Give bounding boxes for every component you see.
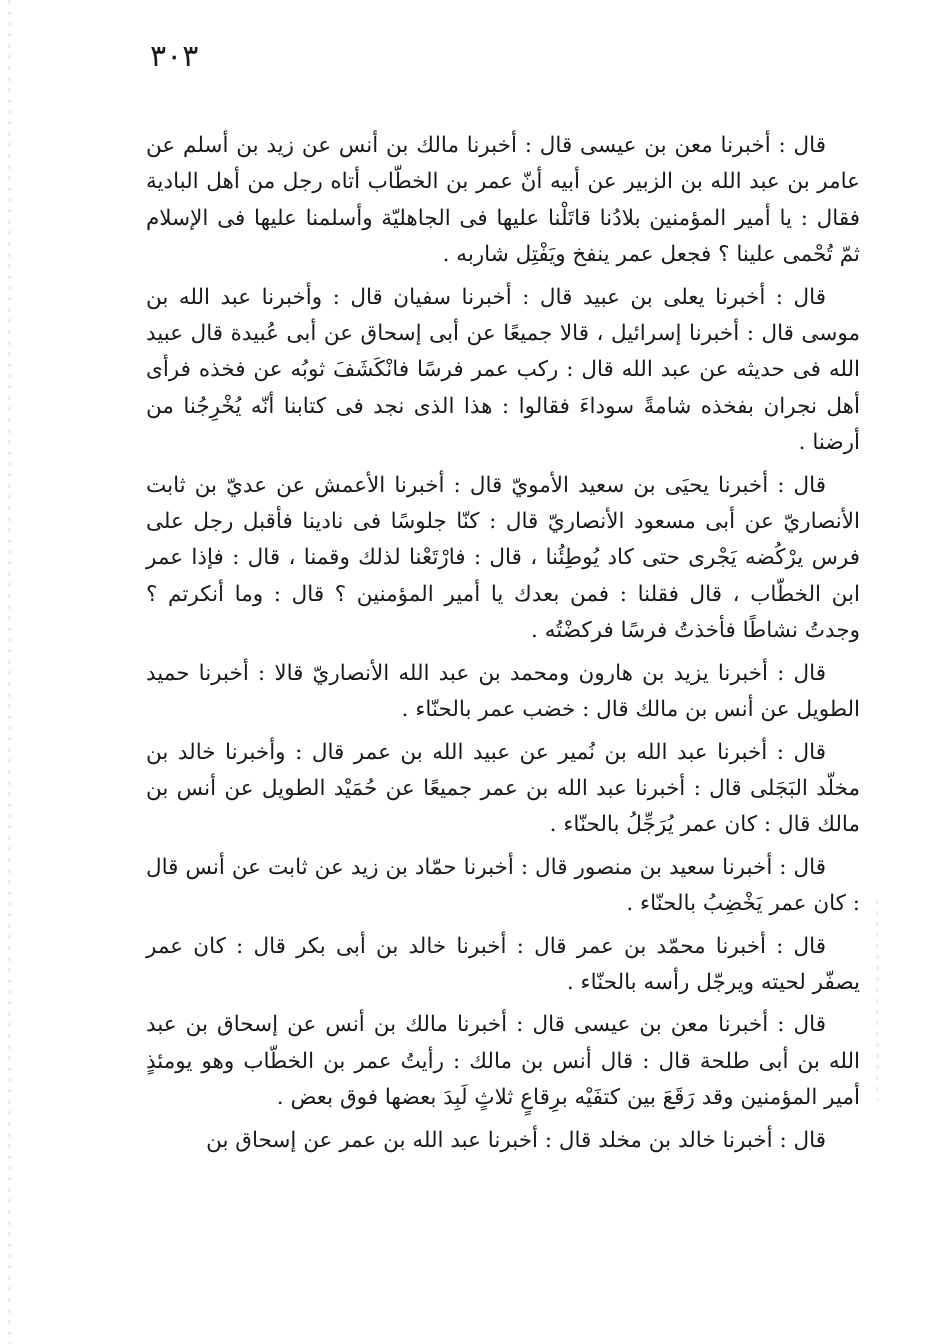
paragraph-7: قال : أخبرنا محمّد بن عمر قال : أخبرنا خالد بن أبى بكر قال : كان عمر يصفّر لحيته ويرجّل رأسه بالحنّاء . [146, 933, 860, 995]
paragraph-2: قال : أخبرنا يعلى بن عبيد قال : أخبرنا سفيان قال : وأخبرنا عبد الله بن موسى قال : أخبرنا إسرائيل ، قالا جميعًا عن أبى إسحاق عن أبى عُبيدة قال عبيد الله فى حديثه عن عبد الله قال : ركب عمر فرسًا فانْكَشَفَ ثوبُه عن فخذه فرأى أهل نجران بفخذه شامةً سوداءَ فقالوا : هذا الذى نجد فى كتابنا أنّه يُخْرِجُنا من أرضنا . [146, 284, 860, 456]
paragraph-5: قال : أخبرنا عبد الله بن نُمير عن عبيد الله بن عمر قال : وأخبرنا خالد بن مخلّد البَجَلى قال : أخبرنا عبد الله بن عمر جميعًا عن حُمَيْد الطويل عن أنس بن مالك قال : كان عمر يُرَجِّلُ بالحنّاء . [146, 739, 860, 838]
scan-edge-left [8, 0, 11, 1344]
paragraph-8: قال : أخبرنا معن بن عيسى قال : أخبرنا مالك بن أنس عن إسحاق بن عبد الله بن أبى طلحة قال : قال أنس بن مالك : رأيتُ عمر بن الخطّاب وهو يومئذٍ أمير المؤمنين وقد رَقَعَ بين كتفَيْه برِقاعٍ ثلاثٍ لَبِدَ بعضها فوق بعض . [146, 1012, 860, 1111]
paragraph-9: قال : أخبرنا خالد بن مخلد قال : أخبرنا عبد الله بن عمر عن إسحاق بن [206, 1127, 826, 1153]
scan-edge-right [876, 900, 879, 1100]
page-number: ٣٠٣ [150, 39, 199, 74]
body-text [146, 128, 860, 1159]
paragraph-1: قال : أخبرنا معن بن عيسى قال : أخبرنا مالك بن أنس عن زيد بن أسلم عن عامر بن عبد الله بن الزبير عن أبيه أنّ عمر بن الخطّاب أتاه رجل من أهل البادية فقال : يا أمير المؤمنين بلادُنا قاتَلْنا عليها فى الجاهليّة وأسلمنا عليها فى الإسلام ثمّ تُحْمى علينا ؟ فجعل عمر ينفخ ويَفْتِل شاربه . [146, 133, 860, 268]
paragraph-4: قال : أخبرنا يزيد بن هارون ومحمد بن عبد الله الأنصاريّ قالا : أخبرنا حميد الطويل عن أنس بن مالك قال : خضب عمر بالحنّاء . [146, 660, 860, 723]
paragraph-6: قال : أخبرنا سعيد بن منصور قال : أخبرنا حمّاد بن زيد عن ثابت عن أنس قال : كان عمر يَخْضِبُ بالحنّاء . [146, 854, 860, 917]
paragraph-3: قال : أخبرنا يحيَى بن سعيد الأمويّ قال : أخبرنا الأعمش عن عديّ بن ثابت الأنصاريّ عن أبى مسعود الأنصاريّ قال : كنّا جلوسًا فى نادينا فأقبل رجل على فرس يرْكُضه يَجْرى حتى كاد يُوطِئُنا ، قال : فارْتَعْنا لذلك وقمنا ، قال : فإذا عمر ابن الخطّاب ، قال فقلنا : فمن بعدك يا أمير المؤمنين ؟ قال : وما أنكرتم ؟ وجدتُ نشاطًا فأخذتُ فرسًا فركضْتُه . [146, 472, 860, 644]
